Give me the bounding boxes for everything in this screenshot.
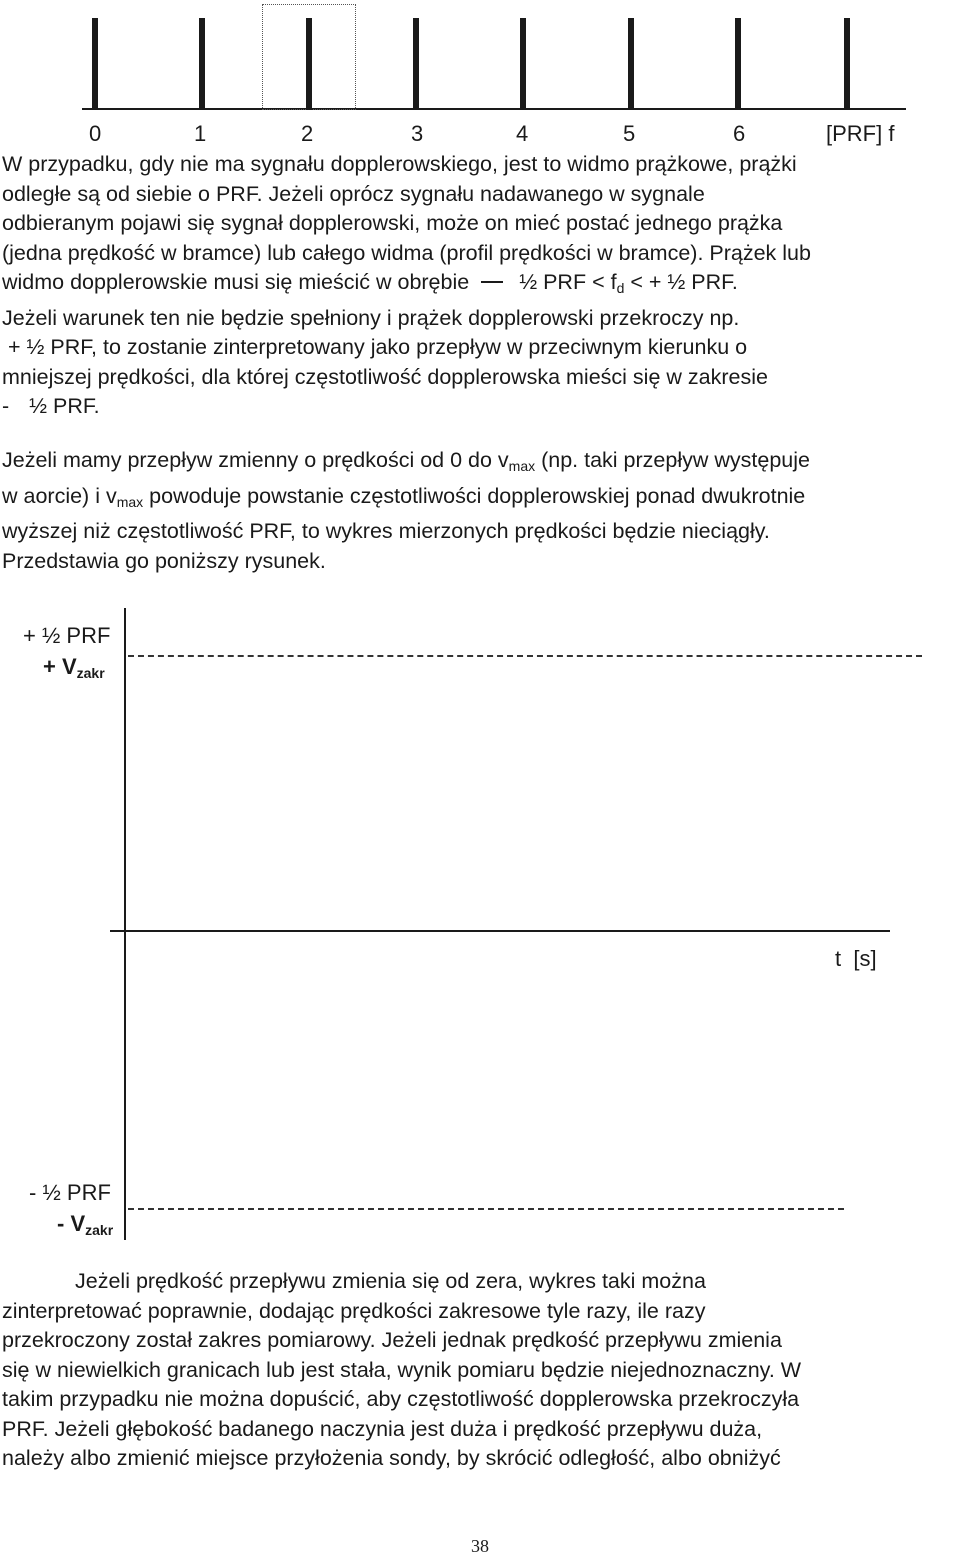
text-line: się w niewielkich granicach lub jest stała, wynik pomiaru będzie niejednoznaczny. W [2,1357,802,1382]
spectral-line-3 [413,18,419,110]
text-span: widmo dopplerowskie musi się mieścić w obrębie [2,270,470,294]
axis-label-0: 0 [89,121,102,146]
text-span: w aorcie) i v [2,483,117,508]
axis-label-1: 1 [194,121,207,146]
text-span: ½ PRF. [29,394,100,418]
paragraph-1 [2,150,811,422]
spectrum-baseline [82,108,906,110]
text-span: - [2,394,10,418]
paragraph-2 [2,446,810,576]
text-span: Jeżeli mamy przepływ zmienny o prędkości od 0 do v [2,448,509,472]
text-line: takim przypadku nie można dopuścić, aby częstotliwość dopplerowska przekroczyła [2,1387,800,1411]
spectral-line-5 [628,18,634,110]
text-line: wyższej niż częstotliwość PRF, to wykres mierzonych prędkości będzie nieciągły. [2,519,770,543]
spectral-line-6 [735,18,741,110]
axis-label-5: 5 [623,121,636,146]
text-span: (np. taki przepływ występuje [535,448,810,472]
subscript: max [508,458,536,474]
time-axis [110,930,890,932]
text-line: Jeżeli warunek ten nie będzie spełniony i prążek dopplerowski przekroczy np. [2,305,740,330]
text-line: Przedstawia go poniższy rysunek. [2,548,326,573]
text-line: odległe są od siebie o PRF. Jeżeli oprócz sygnału nadawanego w sygnale [2,181,705,206]
upper-limit-dashed-line [128,655,922,657]
axis-unit-label: [PRF] f [826,121,895,146]
axis-label-4: 4 [516,121,529,146]
subscript: zakr [85,1222,114,1238]
page-number: 38 [471,1536,489,1556]
time-axis-label: t [s] [835,946,877,971]
text-span: powoduje powstanie częstotliwości dopplerowskiej ponad dwukrotnie [143,483,806,508]
lower-vzakr-label [57,1211,113,1238]
text-line: przekroczony został zakres pomiarowy. Jeżeli jednak prędkość przepływu zmienia [2,1328,782,1352]
text-span: ½ PRF < f [519,270,617,294]
text-line: Jeżeli prędkość przepływu zmienia się od zera, wykres taki można [75,1269,706,1293]
text-line: odbieranym pojawi się sygnał dopplerowski, może on mieć postać jednego prążka [2,211,783,235]
text-line: + ½ PRF, to zostanie zinterpretowany jako przepływ w przeciwnym kierunku o [8,335,748,359]
text-line [2,482,810,518]
text-line [2,446,810,482]
text-span: - V [57,1211,86,1236]
spectral-line-7 [844,18,850,110]
velocity-axis [124,608,126,1240]
upper-vzakr-label [43,654,105,681]
subscript: d [616,280,625,296]
text-line [2,268,811,304]
upper-prf-label: + ½ PRF [23,623,111,648]
text-line: (jedna prędkość w bramce) lub całego widma (profil prędkości w bramce). Prążek lub [2,240,811,265]
text-line: mniejszej prędkości, dla której częstotliwość dopplerowska mieści się w zakresie [2,364,768,389]
text-line [2,392,811,422]
text-line: należy albo zmienić miejsce przyłożenia sondy, by skrócić odległość, albo obniżyć [2,1446,781,1470]
subscript: max [116,493,144,510]
text-span: + V [43,654,77,679]
text-span: < + ½ PRF. [624,270,738,294]
text-line: zinterpretować poprawnie, dodając prędkości zakresowe tyle razy, ile razy [2,1298,706,1323]
text-line: W przypadku, gdy nie ma sygnału dopplerowskiego, jest to widmo prążkowe, prążki [2,152,797,176]
spectral-line-2 [306,18,312,110]
text-line: PRF. Jeżeli głębokość badanego naczynia jest duża i prędkość przepływu duża, [2,1416,763,1441]
subscript: zakr [76,665,105,681]
spectral-line-4 [520,18,526,110]
lower-prf-label: - ½ PRF [29,1180,111,1205]
spectral-line-1 [199,18,205,110]
minus-dash [481,281,503,283]
axis-label-2: 2 [301,121,314,146]
axis-label-3: 3 [411,121,424,146]
paragraph-3 [2,1267,801,1474]
spectral-line-0 [92,18,98,110]
lower-limit-dashed-line [128,1208,844,1210]
axis-label-6: 6 [733,121,746,146]
